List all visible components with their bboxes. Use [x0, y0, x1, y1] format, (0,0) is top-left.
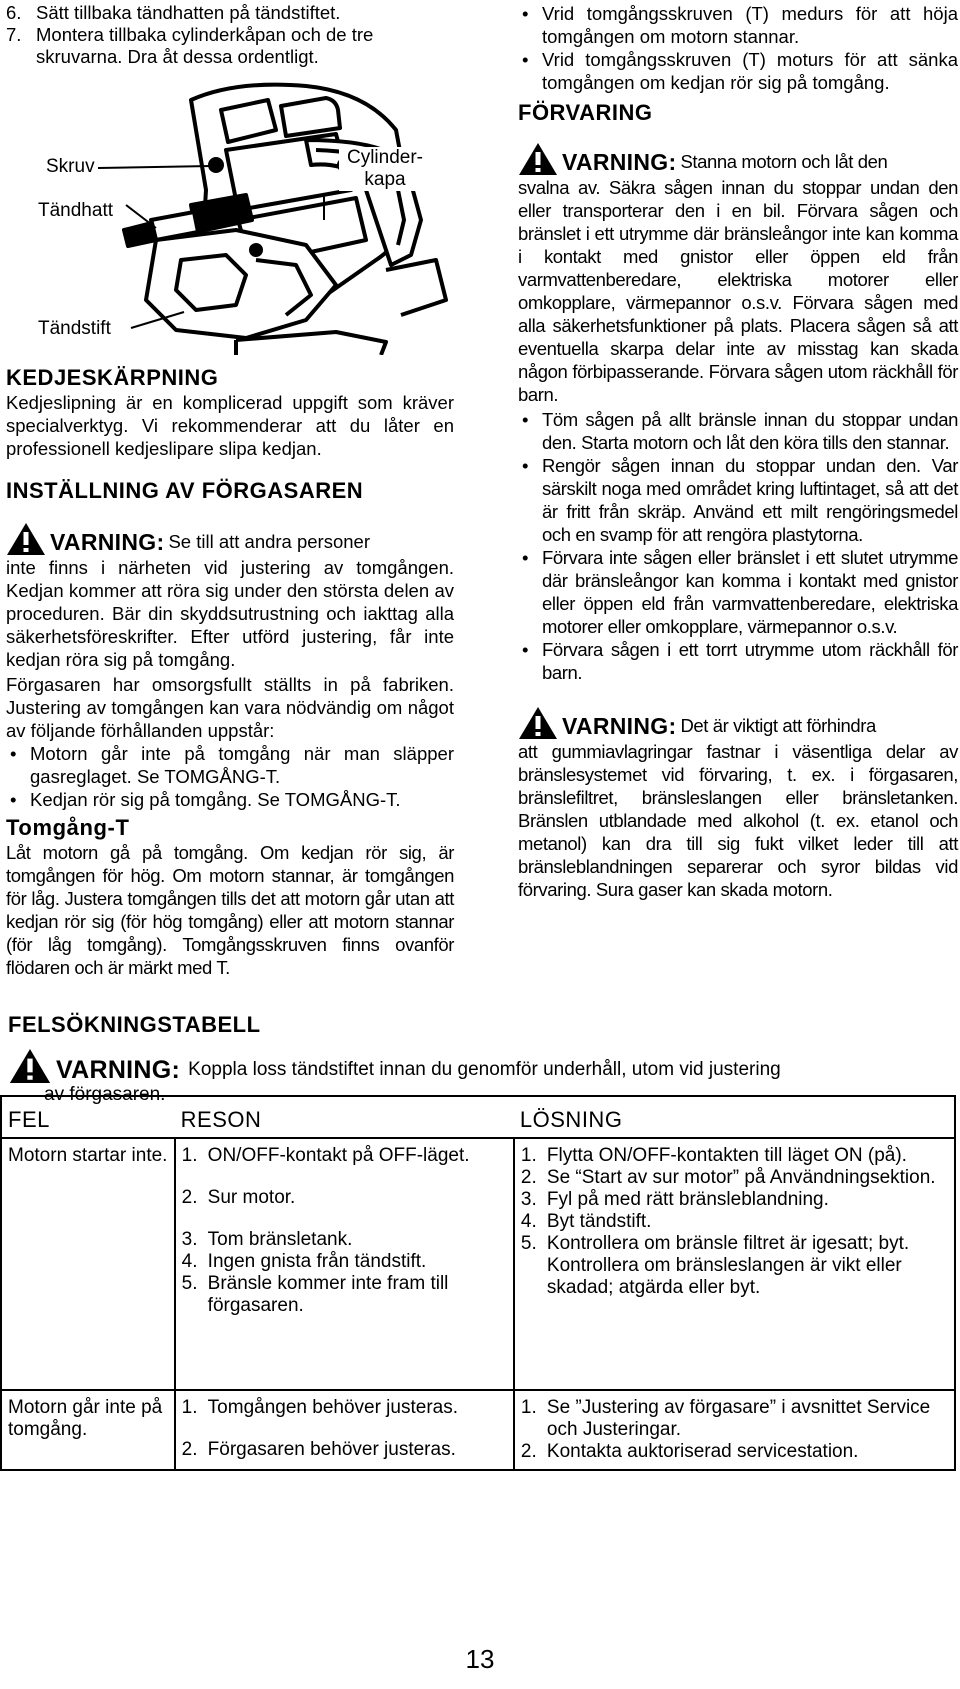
- label-cylinderkapa: [339, 147, 431, 191]
- list-item: [6, 2, 454, 24]
- label-skruv: Skruv: [46, 156, 95, 177]
- label-tandstift: Tändstift: [38, 318, 111, 339]
- carburetor-heading: INSTÄLLNING AV FÖRGASAREN: [6, 478, 364, 503]
- solution-cell: [514, 1138, 955, 1390]
- item-number: 2.: [181, 1187, 198, 1208]
- item-number: 3.: [520, 1189, 537, 1210]
- list-item: [182, 1187, 509, 1209]
- list-item: [182, 1397, 509, 1419]
- warning-triangle-icon: [6, 522, 46, 556]
- step-number: 6.: [6, 2, 22, 23]
- idle-screw-instructions: [518, 2, 958, 94]
- step-number: 7.: [6, 24, 22, 45]
- item-number: 2.: [520, 1167, 537, 1188]
- list-item: [521, 1441, 950, 1463]
- list-item: [182, 1229, 509, 1251]
- column-header-fault: FEL: [1, 1096, 175, 1138]
- label-cylinder-line2: kapa: [364, 169, 406, 190]
- list-item: [6, 24, 454, 68]
- warning-colon: :: [668, 149, 677, 175]
- warning-word: VARNING: [562, 149, 669, 175]
- item-number: 1.: [520, 1145, 537, 1166]
- table-header-row: [1, 1096, 955, 1138]
- warning-first-line: Se till att andra personer: [168, 531, 370, 552]
- item-number: 1.: [520, 1397, 537, 1418]
- item-text: Förgasaren behöver justeras.: [207, 1439, 456, 1460]
- list-item: [182, 1145, 509, 1167]
- item-number: 4.: [181, 1251, 198, 1272]
- cylinder-cover-figure: [6, 70, 454, 355]
- list-item: [182, 1439, 509, 1461]
- left-column: [6, 2, 454, 979]
- step-text: Montera tillbaka cylinderkåpan och de tre skruvarna. Dra åt dessa ordentligt.: [36, 24, 374, 67]
- list-item: [182, 1251, 509, 1273]
- troubleshooting-heading: FELSÖKNINGSTABELL: [8, 1012, 261, 1037]
- warning-word: VARNING: [562, 713, 669, 739]
- item-number: 5.: [520, 1233, 537, 1254]
- list-item: [521, 1145, 950, 1167]
- carburetor-warning: [6, 522, 454, 671]
- solution-cell: [514, 1390, 955, 1470]
- list-item: • Rengör sågen innan du stoppar undan den. Var särskilt noga med området kring luftintaget, så att det är fritt från skräp. Använd ett milt rengöringsmedel och en svamp för att rengöra plastytorna.: [518, 454, 958, 546]
- warning-colon: :: [668, 713, 677, 739]
- item-text: Byt tändstift.: [546, 1211, 652, 1232]
- sharpening-heading: KEDJESKÄRPNING: [6, 365, 219, 390]
- list-item: • Vrid tomgångsskruven (T) medurs för att höja tomgången om motorn stannar.: [518, 2, 958, 48]
- warning-first-line: Stanna motorn och låt den: [680, 151, 888, 172]
- column-header-solution: LÖSNING: [514, 1096, 955, 1138]
- list-item: [521, 1167, 950, 1189]
- fault-cell: Motorn går inte på tomgång.: [1, 1390, 175, 1470]
- list-item: • Förvara sågen i ett torrt utrymme utom räckhåll för barn.: [518, 638, 958, 684]
- list-item: [521, 1211, 950, 1233]
- item-text: Tomgången behöver justeras.: [207, 1397, 458, 1418]
- warning-header: [518, 142, 958, 176]
- list-item: • Töm sågen på allt bränsle innan du stoppar undan den. Starta motorn och låt den köra tills den stannar.: [518, 408, 958, 454]
- item-number: 2.: [181, 1439, 198, 1460]
- label-tandhatt: Tändhatt: [38, 200, 113, 221]
- warning-header: [518, 706, 958, 740]
- table-row: [1, 1390, 955, 1470]
- item-text: Bränsle kommer inte fram till förgasaren.: [207, 1273, 449, 1316]
- warning-triangle-icon: [8, 1048, 52, 1084]
- cause-cell: [175, 1138, 514, 1390]
- column-header-cause: RESON: [175, 1096, 514, 1138]
- warning-text: att gummiavlagringar fastnar i väsentliga delar av bränslesystemet vid förvaring, t. ex. i förgasaren, bränslefiltret, bränsleslangen eller bränsletanken. Bränslen utblandade med alkohol (t. ex. etanol och metanol) kan dra till sig fukt vilket leder till att bränsleblandningen separerar och syror bildas vid förvaring. Sura gaser kan skada motorn.: [518, 741, 958, 900]
- item-text: Sur motor.: [207, 1187, 296, 1208]
- item-number: 4.: [520, 1211, 537, 1232]
- troubleshooting-table: [0, 1095, 956, 1471]
- cause-list: [182, 1145, 509, 1317]
- warning-header: [6, 522, 454, 556]
- troubleshooting-section: [8, 1012, 958, 1106]
- carburetor-conditions: [6, 742, 454, 811]
- item-number: 5.: [181, 1273, 198, 1294]
- warning-word: VARNING: [56, 1056, 172, 1084]
- carburetor-paragraph: Förgasaren har omsorgsfullt ställts in på fabriken. Justering av tomgången kan vara nödvändig om något av följande förhållanden uppstår:: [6, 674, 454, 741]
- fuel-warning: [518, 706, 958, 901]
- warning-colon: :: [156, 529, 165, 555]
- list-item: • Motorn går inte på tomgång när man släpper gasreglaget. Se TOMGÅNG-T.: [6, 742, 454, 788]
- warning-word: VARNING: [50, 529, 157, 555]
- warning-first-line: Det är viktigt att förhindra: [680, 715, 876, 736]
- item-text: Flytta ON/OFF-kontakten till läget ON (på).: [546, 1145, 907, 1166]
- item-text: Tom bränsletank.: [207, 1229, 353, 1250]
- reassembly-steps: [6, 2, 454, 68]
- item-text: Se ”Justering av förgasare” i avsnittet Service och Justeringar.: [546, 1397, 931, 1440]
- warning-triangle-icon: [518, 706, 558, 740]
- item-number: 1.: [181, 1397, 198, 1418]
- solution-list: [521, 1145, 950, 1299]
- warning-continuation: av förgasaren.: [44, 1084, 166, 1105]
- list-item: [521, 1189, 950, 1211]
- item-number: 3.: [181, 1229, 198, 1250]
- step-text: Sätt tillbaka tändhatten på tändstiftet.: [36, 2, 341, 23]
- right-column: [518, 2, 958, 901]
- solution-list: [521, 1397, 950, 1463]
- list-item: • Förvara inte sågen eller bränslet i ett slutet utrymme där bränsleångor kan komma i kontakt med gnistor eller öppen eld från varmvattenberedare, elektriska motorer eller omkopplare, värmepannor o.s.v.: [518, 546, 958, 638]
- item-text: ON/OFF-kontakt på OFF-läget.: [207, 1145, 470, 1166]
- warning-colon: :: [171, 1056, 181, 1084]
- item-text: Ingen gnista från tändstift.: [207, 1251, 427, 1272]
- list-item: [521, 1233, 950, 1299]
- table-row: [1, 1138, 955, 1390]
- list-item: [521, 1397, 950, 1441]
- item-text: Se “Start av sur motor” på Användningsektion.: [546, 1167, 936, 1188]
- storage-warning: [518, 142, 958, 406]
- item-text: Fyl på med rätt bränsleblandning.: [546, 1189, 829, 1210]
- idle-text: Låt motorn gå på tomgång. Om kedjan rör sig, är tomgången för hög. Om motorn stannar, är tomgången för låg. Justera tomgången tills det att motorn går utan att kedjan rör sig (för hög tomgång) eller att motorn stannar (för låg tomgång). Tomgångsskruven finns ovanför flödaren och är märkt med T.: [6, 842, 454, 978]
- item-number: 2.: [520, 1441, 537, 1462]
- cause-cell: [175, 1390, 514, 1470]
- item-text: Kontakta auktoriserad servicestation.: [546, 1441, 859, 1462]
- warning-first-line: Koppla loss tändstiftet innan du genomför underhåll, utom vid justering: [188, 1059, 781, 1080]
- list-item: [182, 1273, 509, 1317]
- list-item: • Vrid tomgångsskruven (T) moturs för att sänka tomgången om kedjan rör sig på tomgång.: [518, 48, 958, 94]
- idle-heading: Tomgång-T: [6, 815, 130, 840]
- warning-text: svalna av. Säkra sågen innan du stoppar undan den eller transporterar den i en bil. Förvara sågen och bränslet i ett utrymme där bränsleångor inte kan komma i kontakt med gnistor eller öppen eld från varmvattenberedare, elektriska motorer eller omkopplare, värmepannor o.s.v. Förvara sågen med alla säkerhetsfunktioner på plats. Placera sågen så att eventuella skarpa delar inte av misstag kan skada någon förbipasserande. Förvara sågen utom räckhåll för barn.: [518, 177, 958, 405]
- storage-heading: FÖRVARING: [518, 100, 653, 125]
- label-cylinder-line1: Cylinder-: [346, 147, 424, 168]
- storage-instructions: [518, 408, 958, 684]
- cause-list: [182, 1397, 509, 1461]
- item-text: Kontrollera om bränsle filtret är igesatt; byt. Kontrollera om bränsleslangen är vikt eller skadad; atgärda eller byt.: [546, 1233, 910, 1298]
- item-number: 1.: [181, 1145, 198, 1166]
- sharpening-text: Kedjeslipning är en komplicerad uppgift som kräver specialverktyg. Vi rekommenderar att du låter en professionell kedjeslipare slipa kedjan.: [6, 392, 454, 459]
- list-item: • Kedjan rör sig på tomgång. Se TOMGÅNG-T.: [6, 788, 454, 811]
- warning-text: inte finns i närheten vid justering av tomgången. Kedjan kommer att röra sig under den största delen av proceduren. Bär din skyddsutrustning och iakttag alla säkerhetsföreskrifter. Efter utförd justering, får inte kedjan röra sig på tomgång.: [6, 557, 454, 670]
- warning-header: [8, 1048, 958, 1084]
- page-number: 13: [465, 1644, 495, 1674]
- fault-cell: Motorn startar inte.: [1, 1138, 175, 1390]
- warning-triangle-icon: [518, 142, 558, 176]
